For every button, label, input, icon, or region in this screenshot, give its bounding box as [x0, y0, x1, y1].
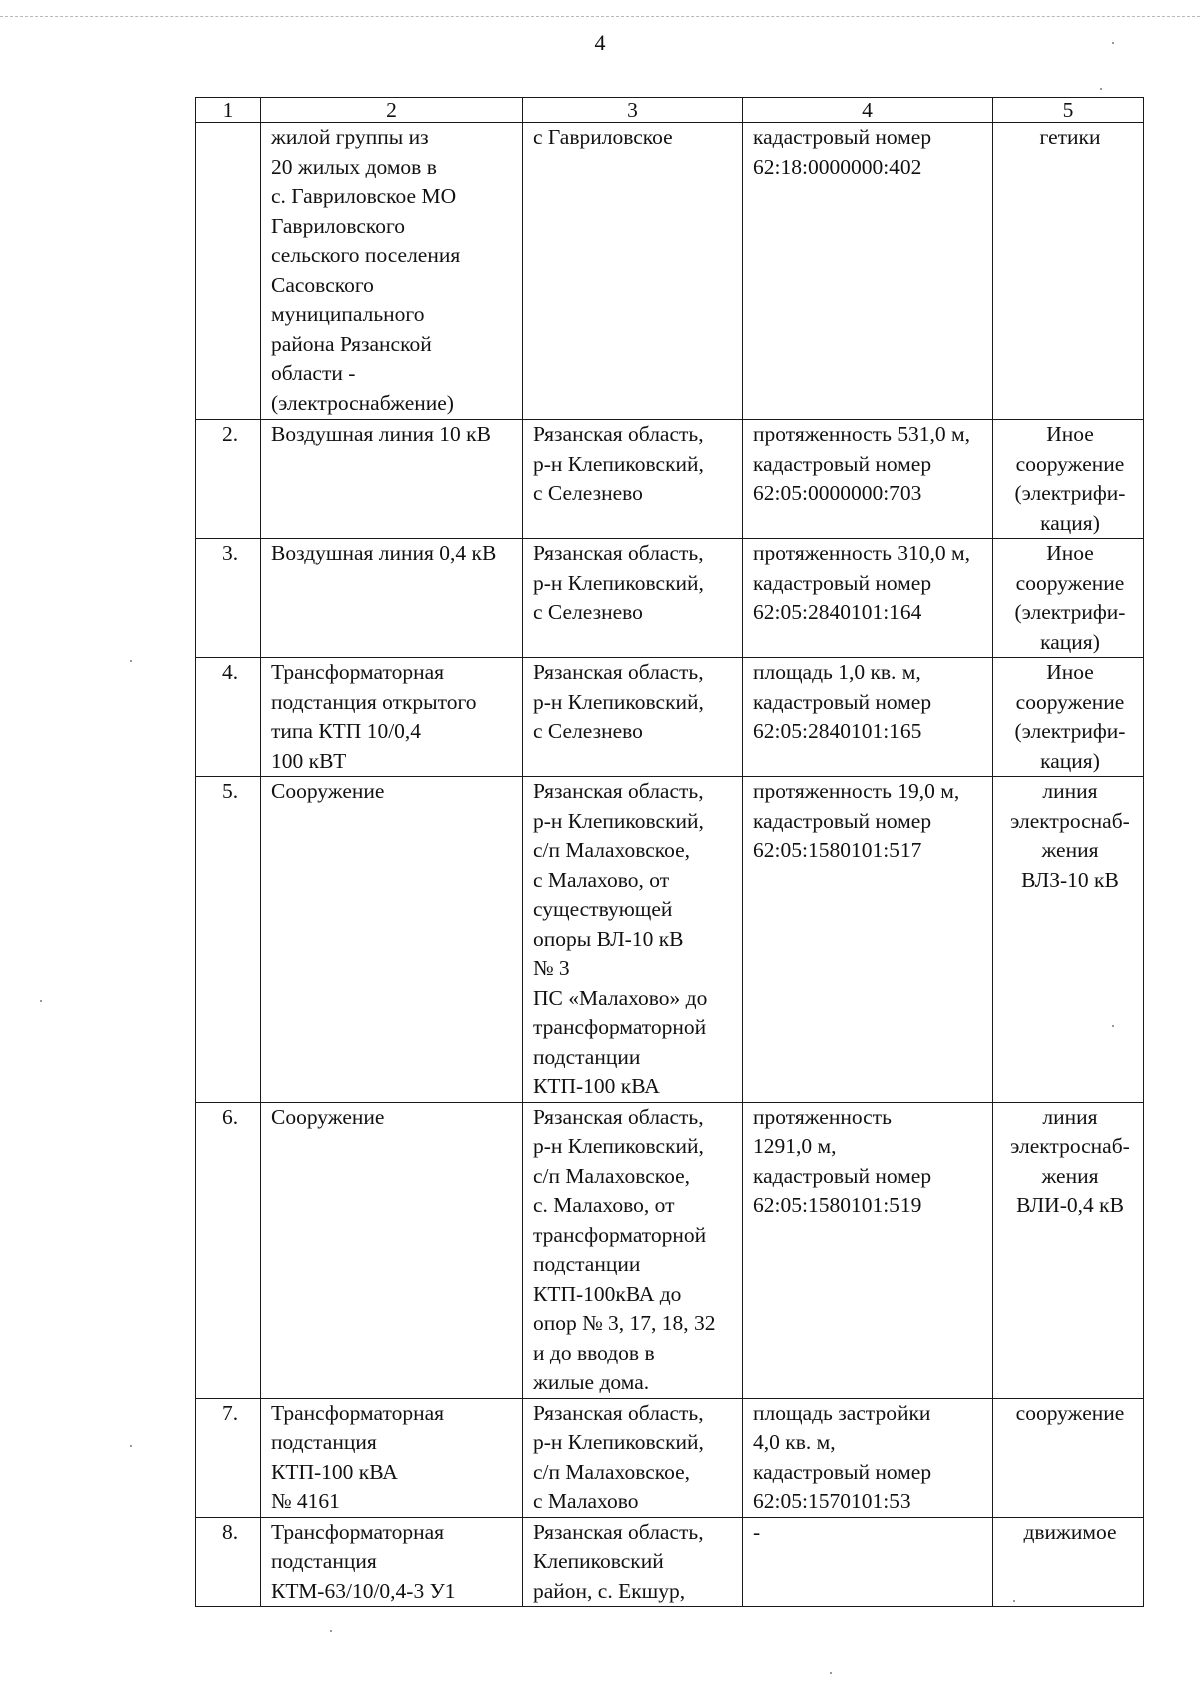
object-address-line: Рязанская область,	[533, 541, 704, 565]
object-address-line: КТП-100кВА до	[533, 1281, 682, 1306]
object-name-line: Воздушная линия 0,4 кВ	[271, 541, 497, 565]
object-name-line: Трансформаторная	[271, 1519, 445, 1544]
object-name-line: Сооружение	[271, 779, 385, 803]
object-type-cell	[993, 539, 1144, 658]
table-row	[196, 658, 1144, 777]
table-row	[196, 539, 1144, 658]
object-name-line: 20 жилых домов в	[271, 154, 437, 179]
object-name-cell	[261, 1398, 523, 1517]
object-address-line: существующей	[533, 897, 673, 921]
object-name-line: (электроснабжение)	[271, 390, 454, 415]
object-parameters-line: 4,0 кв. м,	[753, 1430, 836, 1454]
object-address-line: с Гавриловское	[533, 125, 673, 149]
object-name-line: 100 кВТ	[271, 748, 347, 773]
object-type-line: гетики	[1039, 125, 1101, 149]
object-type-cell	[993, 658, 1144, 777]
object-parameters-line: 62:18:0000000:402	[753, 154, 922, 179]
table-row	[196, 1517, 1144, 1607]
object-address-line: с/п Малаховское,	[533, 1459, 691, 1484]
object-name-cell	[261, 658, 523, 777]
object-address-line: подстанции	[533, 1252, 641, 1276]
object-name-cell	[261, 123, 523, 420]
scan-edge-line	[0, 16, 1200, 17]
object-address-line: с Селезнево	[533, 600, 643, 624]
object-type-line: кация)	[1040, 510, 1100, 535]
object-name-line: области -	[271, 361, 356, 385]
object-parameters-line: 62:05:1580101:519	[753, 1193, 922, 1217]
object-parameters-line: кадастровый номер	[753, 689, 932, 714]
row-number-cell: 7.	[196, 1398, 261, 1517]
object-type-cell	[993, 777, 1144, 1103]
header-col-4: 4	[743, 98, 993, 123]
object-name-line: КТП-100 кВА	[271, 1459, 398, 1484]
object-parameters-cell	[743, 1398, 993, 1517]
table-row	[196, 123, 1144, 420]
scan-speck	[40, 1000, 42, 1002]
object-type-line: Иное	[1046, 660, 1094, 684]
scan-speck	[130, 660, 132, 662]
object-type-line: электроснаб-	[1010, 1134, 1130, 1158]
object-address-line: с. Малахово, от	[533, 1193, 675, 1217]
object-name-line: подстанция	[271, 1430, 377, 1454]
object-address-line: подстанции	[533, 1044, 641, 1069]
table-row	[196, 777, 1144, 1103]
object-type-line: электроснаб-	[1010, 808, 1130, 833]
object-type-line: сооружение	[1015, 1400, 1125, 1425]
scan-speck	[330, 1630, 332, 1632]
object-address-line: р-н Клепиковский,	[533, 1134, 704, 1158]
object-parameters-line: 62:05:0000000:703	[753, 481, 922, 505]
object-address-line: Рязанская область,	[533, 422, 704, 446]
object-parameters-cell	[743, 658, 993, 777]
object-type-cell	[993, 420, 1144, 539]
object-parameters-line: 1291,0 м,	[753, 1134, 837, 1158]
object-parameters-cell	[743, 777, 993, 1103]
object-name-cell	[261, 1517, 523, 1607]
object-parameters-line: кадастровый номер	[753, 1459, 932, 1484]
object-name-line: с. Гавриловское МО	[271, 184, 457, 208]
object-address-cell	[523, 777, 743, 1103]
object-parameters-cell	[743, 123, 993, 420]
object-name-line: сельского поселения	[271, 243, 461, 267]
object-parameters-line: кадастровый номер	[753, 808, 932, 833]
header-col-1: 1	[196, 98, 261, 123]
object-type-line: (электрифи-	[1014, 481, 1126, 505]
object-parameters-line: протяженность 531,0 м,	[753, 422, 970, 446]
object-type-line: движимое	[1023, 1519, 1117, 1544]
object-address-line: р-н Клепиковский,	[533, 570, 704, 595]
object-name-cell	[261, 777, 523, 1103]
object-name-line: района Рязанской	[271, 331, 432, 356]
scan-speck	[1112, 1025, 1114, 1027]
object-address-line: р-н Клепиковский,	[533, 808, 704, 833]
object-type-line: сооружение	[1015, 570, 1125, 595]
object-address-line: Рязанская область,	[533, 1519, 704, 1544]
object-parameters-line: -	[753, 1519, 761, 1544]
object-name-line: Трансформаторная	[271, 1400, 445, 1425]
object-name-line: Трансформаторная	[271, 660, 445, 684]
object-parameters-line: площадь 1,0 кв. м,	[753, 660, 921, 684]
scan-speck	[1112, 42, 1114, 44]
object-address-line: с Селезнево	[533, 719, 643, 743]
object-parameters-line: кадастровый номер	[753, 125, 932, 149]
object-name-line: Гавриловского	[271, 213, 406, 238]
object-type-cell	[993, 1517, 1144, 1607]
object-parameters-line: площадь застройки	[753, 1400, 931, 1425]
object-name-line: жилой группы из	[271, 125, 429, 149]
object-parameters-line: кадастровый номер	[753, 451, 932, 476]
object-type-line: жения	[1041, 1163, 1099, 1188]
object-name-line: типа КТП 10/0,4	[271, 719, 422, 743]
object-type-line: линия	[1042, 1104, 1098, 1129]
object-type-line: сооружение	[1015, 689, 1125, 714]
object-type-line: линия	[1042, 779, 1098, 803]
object-type-line: сооружение	[1015, 451, 1125, 476]
object-parameters-line: протяженность 19,0 м,	[753, 779, 960, 803]
object-address-line: с/п Малаховское,	[533, 838, 691, 862]
object-address-cell	[523, 1102, 743, 1398]
object-parameters-line: 62:05:1570101:53	[753, 1489, 911, 1513]
object-address-cell	[523, 420, 743, 539]
object-parameters-cell	[743, 420, 993, 539]
row-number-cell	[196, 123, 261, 420]
object-name-line: Сасовского	[271, 272, 374, 297]
object-address-line: с/п Малаховское,	[533, 1163, 691, 1188]
object-address-line: с Малахово	[533, 1489, 639, 1513]
row-number-cell: 8.	[196, 1517, 261, 1607]
object-address-line: опоры ВЛ-10 кВ	[533, 926, 684, 951]
table-row	[196, 420, 1144, 539]
object-address-line: и до вводов в	[533, 1340, 655, 1365]
row-number-cell: 4.	[196, 658, 261, 777]
object-type-line: жения	[1041, 838, 1099, 862]
page-number: 4	[594, 30, 606, 55]
table-row	[196, 1398, 1144, 1517]
object-name-cell	[261, 420, 523, 539]
object-type-line: кация)	[1040, 748, 1100, 773]
object-type-line: кация)	[1040, 629, 1100, 654]
object-address-line: с Малахово, от	[533, 867, 670, 892]
object-name-line: Сооружение	[271, 1104, 385, 1129]
object-address-cell	[523, 539, 743, 658]
object-parameters-line: кадастровый номер	[753, 1163, 932, 1188]
object-parameters-cell	[743, 539, 993, 658]
object-address-cell	[523, 1517, 743, 1607]
table-row	[196, 1102, 1144, 1398]
object-address-line: КТП-100 кВА	[533, 1074, 660, 1098]
object-address-line: Клепиковский	[533, 1549, 664, 1573]
object-address-line: р-н Клепиковский,	[533, 451, 704, 476]
object-address-line: Рязанская область,	[533, 779, 704, 803]
object-address-line: Рязанская область,	[533, 1104, 704, 1129]
object-address-line: район, с. Екшур,	[533, 1578, 686, 1603]
object-parameters-line: 62:05:2840101:164	[753, 600, 922, 624]
registry-table	[195, 97, 1144, 1607]
row-number-cell: 6.	[196, 1102, 261, 1398]
object-parameters-cell	[743, 1517, 993, 1607]
object-type-line: (электрифи-	[1014, 600, 1126, 624]
object-parameters-line: 62:05:1580101:517	[753, 838, 922, 862]
object-address-line: р-н Клепиковский,	[533, 689, 704, 714]
object-parameters-cell	[743, 1102, 993, 1398]
object-address-line: № 3	[533, 956, 570, 980]
object-address-line: трансформаторной	[533, 1222, 707, 1247]
header-row	[196, 98, 1144, 123]
header-col-5: 5	[993, 98, 1144, 123]
object-name-line: муниципального	[271, 302, 425, 326]
object-name-line: подстанция	[271, 1549, 377, 1573]
object-address-cell	[523, 658, 743, 777]
object-name-cell	[261, 1102, 523, 1398]
scan-speck	[1100, 88, 1102, 90]
object-name-line: подстанция открытого	[271, 689, 477, 714]
object-name-line: КТМ-63/10/0,4-3 У1	[271, 1578, 456, 1603]
object-type-cell	[993, 1102, 1144, 1398]
object-type-cell	[993, 1398, 1144, 1517]
object-address-cell	[523, 123, 743, 420]
object-type-line: Иное	[1046, 422, 1094, 446]
object-name-line: Воздушная линия 10 кВ	[271, 422, 491, 446]
object-type-line: ВЛЗ-10 кВ	[1021, 867, 1119, 892]
row-number-cell: 5.	[196, 777, 261, 1103]
object-parameters-line: кадастровый номер	[753, 570, 932, 595]
table-body	[196, 123, 1144, 1607]
object-address-line: с Селезнево	[533, 481, 643, 505]
object-type-line: Иное	[1046, 541, 1094, 565]
object-address-line: Рязанская область,	[533, 1400, 704, 1425]
object-name-cell	[261, 539, 523, 658]
object-type-line: (электрифи-	[1014, 719, 1126, 743]
row-number-cell: 3.	[196, 539, 261, 658]
object-type-cell	[993, 123, 1144, 420]
object-type-line: ВЛИ-0,4 кВ	[1016, 1193, 1124, 1217]
object-address-line: трансформаторной	[533, 1015, 707, 1039]
object-parameters-line: 62:05:2840101:165	[753, 719, 922, 743]
object-address-line: опор № 3, 17, 18, 32	[533, 1311, 716, 1335]
scan-speck	[830, 1672, 832, 1674]
object-address-line: Рязанская область,	[533, 660, 704, 684]
object-address-cell	[523, 1398, 743, 1517]
object-address-line: жилые дома.	[533, 1370, 650, 1394]
header-col-2: 2	[261, 98, 523, 123]
object-address-line: р-н Клепиковский,	[533, 1430, 704, 1454]
object-parameters-line: протяженность	[753, 1104, 892, 1129]
object-name-line: № 4161	[271, 1489, 340, 1513]
header-col-3: 3	[523, 98, 743, 123]
scan-speck	[130, 1445, 132, 1447]
object-parameters-line: протяженность 310,0 м,	[753, 541, 970, 565]
object-address-line: ПС «Малахово» до	[533, 985, 708, 1010]
row-number-cell: 2.	[196, 420, 261, 539]
scan-speck	[1013, 1600, 1015, 1602]
